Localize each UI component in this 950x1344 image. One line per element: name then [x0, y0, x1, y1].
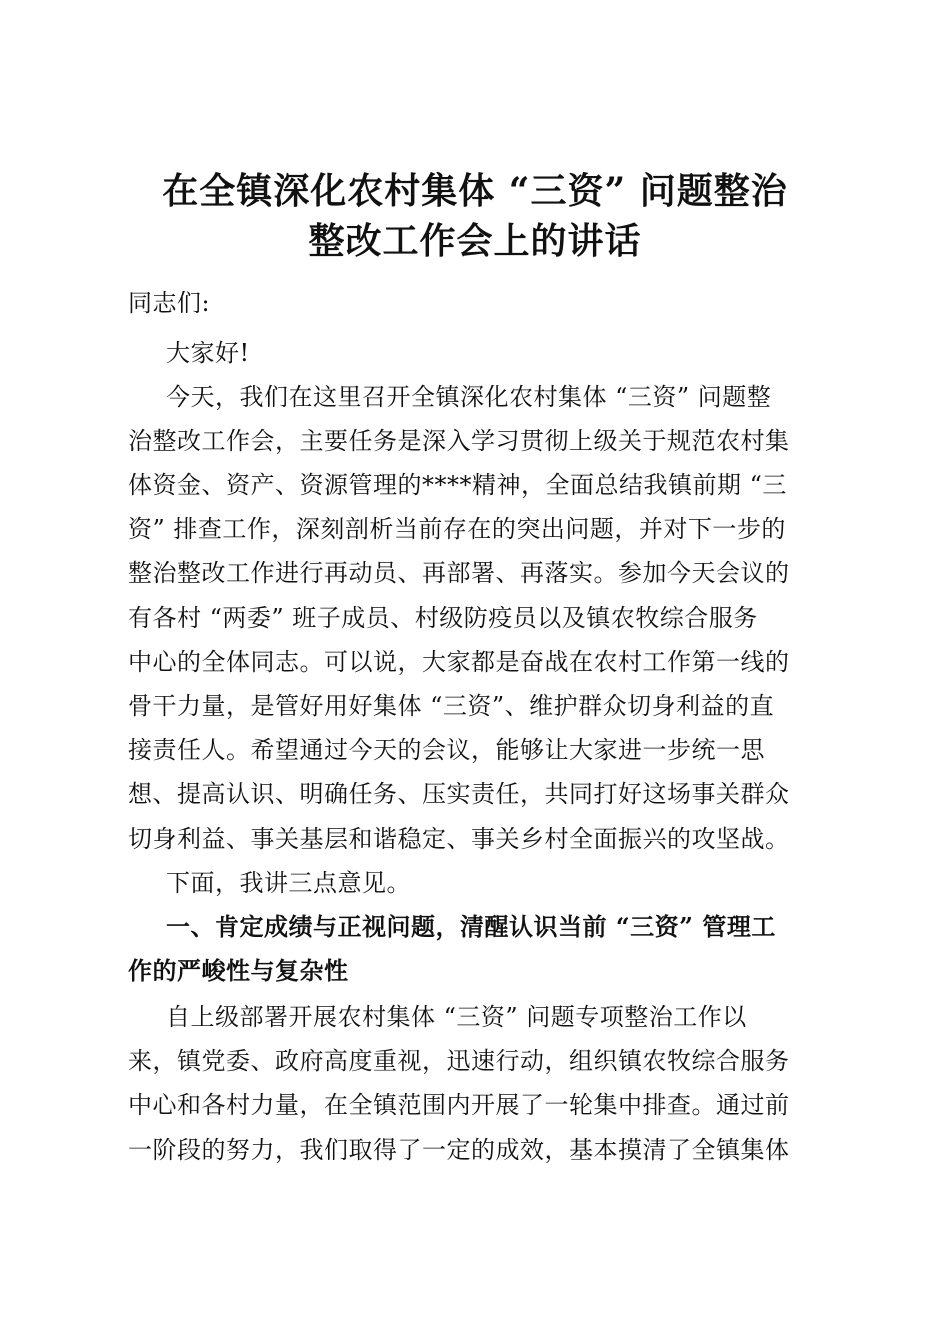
paragraph-2: 下面，我讲三点意见。: [166, 869, 411, 897]
paragraph-3-line: 一阶段的努力，我们取得了一定的成效，基本摸清了全镇集体: [128, 1136, 790, 1164]
paragraph-3-line: 自上级部署开展农村集体 “三资” 问题专项整治工作以: [166, 1003, 747, 1031]
paragraph-3-line: 来，镇党委、政府高度重视，迅速行动，组织镇农牧综合服务: [128, 1047, 790, 1075]
document-title-line-2: 整改工作会上的讲话: [308, 220, 642, 262]
paragraph-1-line: 治整改工作会，主要任务是深入学习贯彻上级关于规范农村集: [128, 427, 790, 455]
paragraph-1-line: 中心的全体同志。可以说，大家都是奋战在农村工作第一线的: [128, 648, 790, 676]
document-title-line-1: 在全镇深化农村集体 “三资” 问题整治: [162, 170, 788, 212]
paragraph-1-line: 接责任人。希望通过今天的会议，能够让大家进一步统一思: [128, 736, 765, 764]
greeting: 大家好!: [166, 339, 250, 367]
salutation: 同志们:: [128, 289, 211, 317]
paragraph-1-line: 整治整改工作进行再动员、再部署、再落实。参加今天会议的: [128, 559, 790, 587]
paragraph-1-line: 骨干力量，是管好用好集体 “三资”、维护群众切身利益的直: [128, 692, 775, 720]
section-heading-line: 一、肯定成绩与正视问题，清醒认识当前 “三资” 管理工: [166, 912, 776, 941]
paragraph-1-line: 想、提高认识、明确任务、压实责任，共同打好这场事关群众: [128, 780, 790, 808]
paragraph-1-line: 今天，我们在这里召开全镇深化农村集体 “三资” 问题整: [166, 383, 772, 411]
paragraph-1-line: 切身利益、事关基层和谐稳定、事关乡村全面振兴的攻坚战。: [128, 825, 790, 853]
section-heading-line: 作的严峻性与复杂性: [128, 956, 349, 985]
paragraph-1-line: 有各村 “两委” 班子成员、村级防疫员以及镇农牧综合服务: [128, 604, 758, 632]
paragraph-1-line: 资” 排查工作，深刻剖析当前存在的突出问题，并对下一步的: [128, 515, 786, 543]
paragraph-3-line: 中心和各村力量，在全镇范围内开展了一轮集中排查。通过前: [128, 1091, 790, 1119]
paragraph-1-line: 体资金、资产、资源管理的****精神，全面总结我镇前期 “三: [128, 471, 787, 499]
